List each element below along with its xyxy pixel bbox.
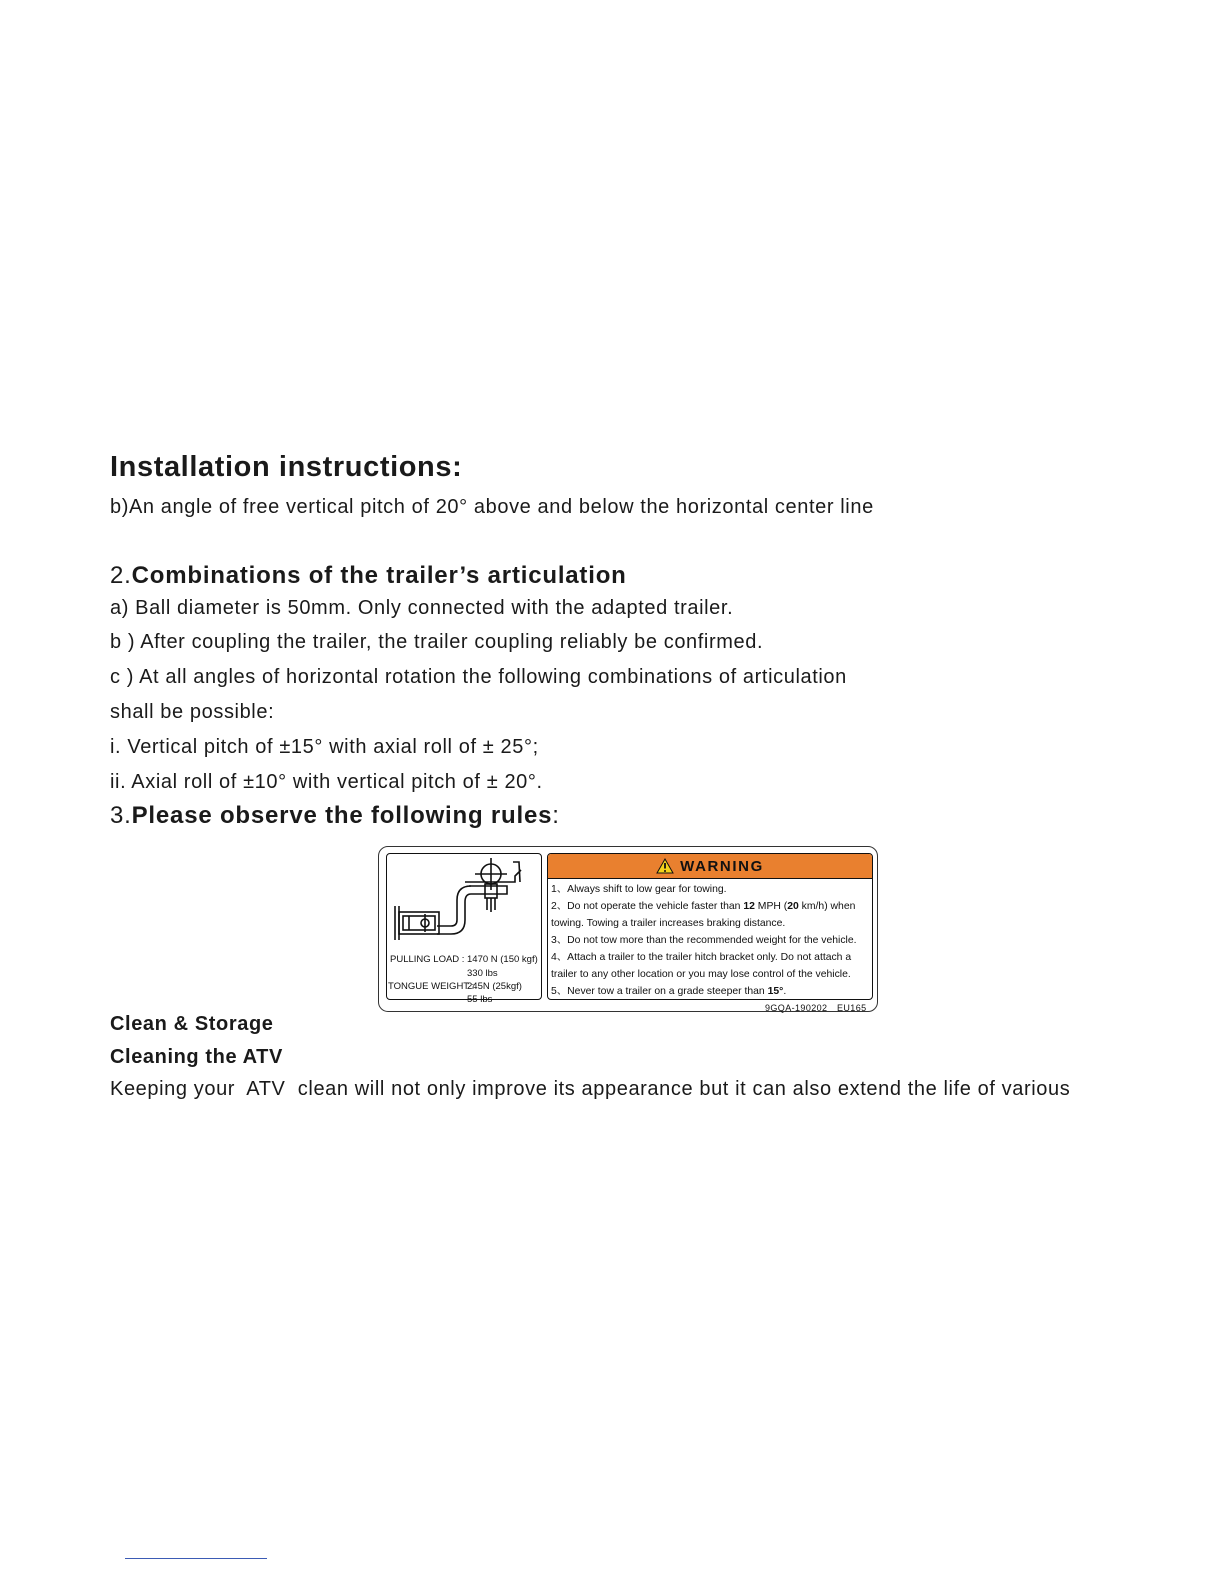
section-2-title: Combinations of the trailer’s articulation bbox=[131, 562, 627, 589]
section-3-heading bbox=[110, 802, 560, 830]
cleaning-heading: Cleaning the ATV bbox=[110, 1046, 283, 1068]
item-axial-roll: ii. Axial roll of ±10° with vertical pitch of ± 20°. bbox=[110, 771, 543, 793]
warning-title: WARNING bbox=[680, 857, 764, 875]
section-3-title: Please observe the following rules bbox=[131, 802, 553, 829]
section-2-heading bbox=[110, 562, 627, 590]
item-coupling: b ) After coupling the trailer, the trailer coupling reliably be confirmed. bbox=[110, 631, 764, 653]
item-ball-diameter: a) Ball diameter is 50mm. Only connected with the adapted trailer. bbox=[110, 597, 734, 619]
warning-bar bbox=[548, 854, 872, 879]
hitch-diagram-icon bbox=[387, 854, 540, 948]
tongue-weight-value: 245N (25kgf) bbox=[467, 981, 522, 992]
rule-line: 5、Never tow a trailer on a grade steeper than 15°. bbox=[551, 986, 787, 997]
hitch-panel bbox=[386, 853, 542, 1005]
pulling-load-label: PULLING LOAD : bbox=[390, 954, 465, 965]
item-angles-cont: shall be possible: bbox=[110, 701, 275, 723]
section-3-number: 3. bbox=[110, 802, 132, 829]
rule-line: towing. Towing a trailer increases braking distance. bbox=[551, 918, 786, 929]
warning-triangle-icon bbox=[656, 858, 674, 874]
rule-line: 3、Do not tow more than the recommended weight for the vehicle. bbox=[551, 935, 857, 946]
warning-label bbox=[378, 846, 878, 1012]
pitch-line: b)An angle of free vertical pitch of 20° above and below the horizontal center line bbox=[110, 496, 874, 518]
tongue-weight-label: TONGUE WEIGHT : bbox=[388, 981, 475, 992]
rule-line: 1、Always shift to low gear for towing. bbox=[551, 884, 727, 895]
clean-storage-heading: Clean & Storage bbox=[110, 1013, 274, 1035]
rule-line: trailer to any other location or you may lose control of the vehicle. bbox=[551, 969, 851, 980]
rule-line: 2、Do not operate the vehicle faster than 12 MPH (20 km/h) when bbox=[551, 901, 856, 912]
page-heading: Installation instructions: bbox=[110, 451, 463, 483]
pulling-load-value: 1470 N (150 kgf) bbox=[467, 954, 538, 965]
pulling-load-lbs: 330 lbs bbox=[467, 968, 498, 979]
model-code: EU165 bbox=[837, 1003, 867, 1013]
rule-line: 4、Attach a trailer to the trailer hitch bracket only. Do not attach a bbox=[551, 952, 852, 963]
warning-rules bbox=[548, 879, 872, 1000]
section-3-colon: : bbox=[552, 802, 560, 829]
part-code: 9GQA-190202 bbox=[765, 1003, 828, 1013]
cleaning-text: Keeping your ATV clean will not only improve its appearance but it can also extend the life of various bbox=[110, 1078, 1071, 1100]
footnote-divider bbox=[125, 1558, 267, 1559]
item-angles: c ) At all angles of horizontal rotation the following combinations of articulation bbox=[110, 666, 847, 688]
section-2-number: 2. bbox=[110, 562, 132, 589]
tongue-weight-lbs: 55 lbs bbox=[467, 994, 493, 1005]
warning-panel bbox=[547, 853, 873, 1000]
item-vertical-pitch: i. Vertical pitch of ±15° with axial roll of ± 25°; bbox=[110, 736, 539, 758]
